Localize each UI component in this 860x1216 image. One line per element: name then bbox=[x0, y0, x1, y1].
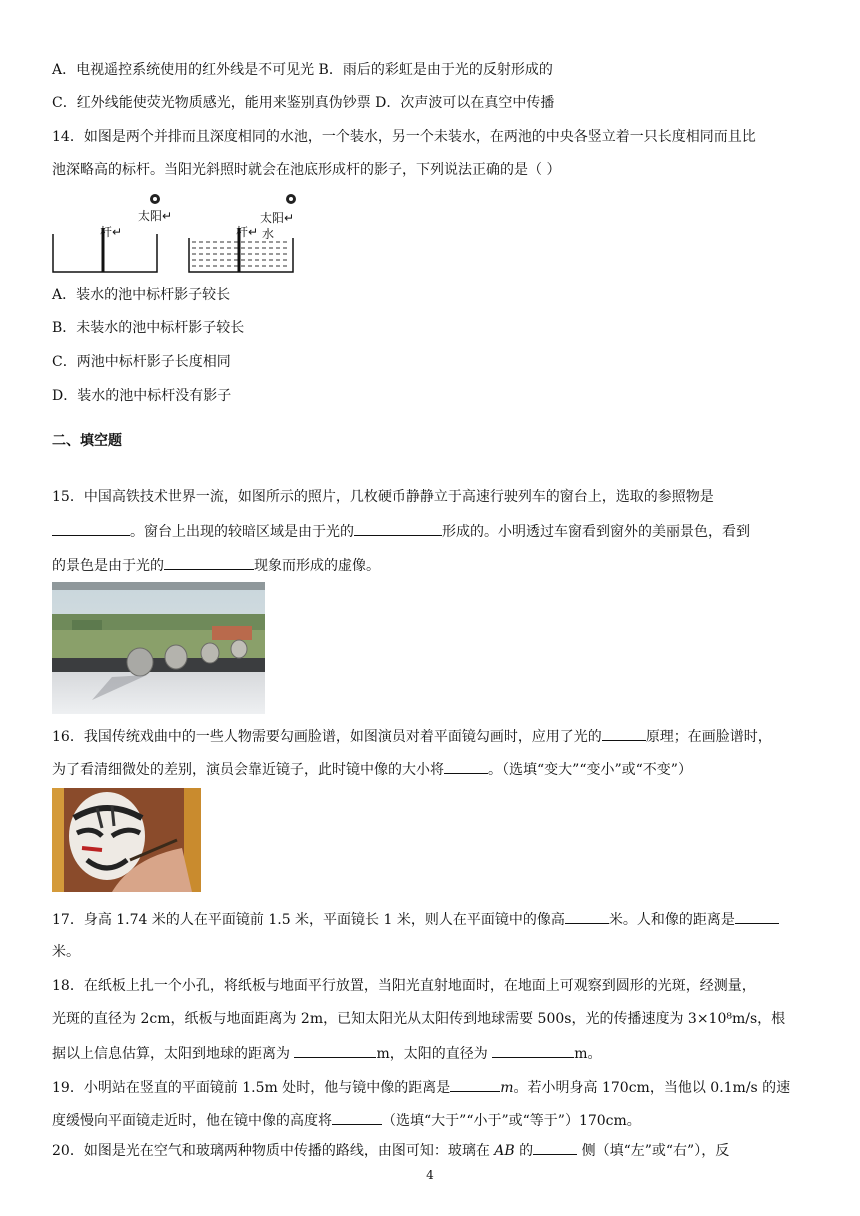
q19-line1: 19．小明站在竖直的平面镜前 1.5m 处时，他与镜中像的距离是 m。若小明身高 170cm，当他以 0.1m/s 的速 bbox=[52, 1077, 790, 1098]
q16-line2: 为了看清细微处的差别，演员会靠近镜子，此时镜中像的大小将 。（选填“变大”“变小”或“不变”） bbox=[52, 759, 692, 780]
q14-option-c: C．两池中标杆影子长度相同 bbox=[52, 354, 231, 370]
q18-line2: 光斑的直径为 2cm，纸板与地面距离为 2m，已知太阳光从太阳传到地球需要 500s，光的传播速度为 3×10⁸m/s，根 bbox=[52, 1011, 786, 1027]
q14-pool-diagram bbox=[52, 188, 312, 278]
train-window-coins-photo bbox=[52, 582, 265, 714]
rod-label-right: 杆↵ bbox=[236, 225, 259, 239]
answer-blank[interactable] bbox=[52, 521, 130, 536]
q15-line1: 15．中国高铁技术世界一流，如图所示的照片，几枚硬币静静立于高速行驶列车的窗台上，选取的参照物是 bbox=[52, 489, 714, 505]
sun-label-right: 太阳↵ bbox=[260, 211, 295, 225]
q18-line1: 18．在纸板上扎一个小孔，将纸板与地面平行放置，当阳光直射地面时，在地面上可观察到圆形的光斑，经测量， bbox=[52, 978, 756, 994]
answer-blank[interactable] bbox=[332, 1110, 382, 1125]
q20-line1: 20．如图是光在空气和玻璃两种物质中传播的路线，由图可知：玻璃在 AB 的 侧（填“左”或“右”），反 bbox=[52, 1140, 729, 1161]
q17-line2: 米。 bbox=[52, 944, 80, 960]
q14-stem-line1: 14．如图是两个并排而且深度相同的水池，一个装水，另一个未装水，在两池的中央各竖立着一只长度相同而且比 bbox=[52, 129, 756, 145]
water-label: 水 bbox=[262, 227, 275, 241]
rod-label-left: 杆↵ bbox=[100, 225, 123, 239]
q15-line3: 的景色是由于光的 现象而形成的虚像。 bbox=[52, 555, 380, 576]
q18-line3: 据以上信息估算，太阳到地球的距离为 m，太阳的直径为 m。 bbox=[52, 1043, 601, 1064]
q16-line1: 16．我国传统戏曲中的一些人物需要勾画脸谱，如图演员对着平面镜勾画时，应用了光的 原理；在画脸谱时， bbox=[52, 726, 772, 747]
answer-blank[interactable] bbox=[354, 521, 442, 536]
opera-face-painting-photo bbox=[52, 788, 201, 892]
q14-option-a: A．装水的池中标杆影子较长 bbox=[52, 287, 231, 303]
q17-line1: 17．身高 1.74 米的人在平面镜前 1.5 米，平面镜长 1 米，则人在平面镜中的像高 米。人和像的距离是 bbox=[52, 909, 779, 930]
q13-options-line2: C．红外线能使荧光物质感光，能用来鉴别真伪钞票 D．次声波可以在真空中传播 bbox=[52, 95, 555, 111]
section-title: 二、填空题 bbox=[52, 433, 122, 449]
answer-blank[interactable] bbox=[735, 909, 779, 924]
q14-stem-line2: 池深略高的标杆。当阳光斜照时就会在池底形成杆的影子，下列说法正确的是（ ） bbox=[52, 162, 561, 178]
q14-option-b: B．未装水的池中标杆影子较长 bbox=[52, 320, 245, 336]
q13-options-line1: A．电视遥控系统使用的红外线是不可见光 B．雨后的彩虹是由于光的反射形成的 bbox=[52, 62, 553, 78]
answer-blank[interactable] bbox=[565, 909, 609, 924]
answer-blank[interactable] bbox=[492, 1043, 574, 1058]
sun-label-left: 太阳↵ bbox=[138, 209, 173, 223]
page-number: 4 bbox=[426, 1168, 434, 1182]
q19-line2: 度缓慢向平面镜走近时，他在镜中像的高度将 （选填“大于”“小于”或“等于”）170cm。 bbox=[52, 1110, 641, 1131]
answer-blank[interactable] bbox=[533, 1140, 577, 1155]
answer-blank[interactable] bbox=[164, 555, 254, 570]
answer-blank[interactable] bbox=[444, 759, 488, 774]
answer-blank[interactable] bbox=[450, 1077, 500, 1092]
answer-blank[interactable] bbox=[294, 1043, 376, 1058]
q15-line2: 。窗台上出现的较暗区域是由于光的 形成的。小明透过车窗看到窗外的美丽景色，看到 bbox=[52, 521, 750, 542]
q14-option-d: D．装水的池中标杆没有影子 bbox=[52, 388, 232, 404]
answer-blank[interactable] bbox=[602, 726, 646, 741]
